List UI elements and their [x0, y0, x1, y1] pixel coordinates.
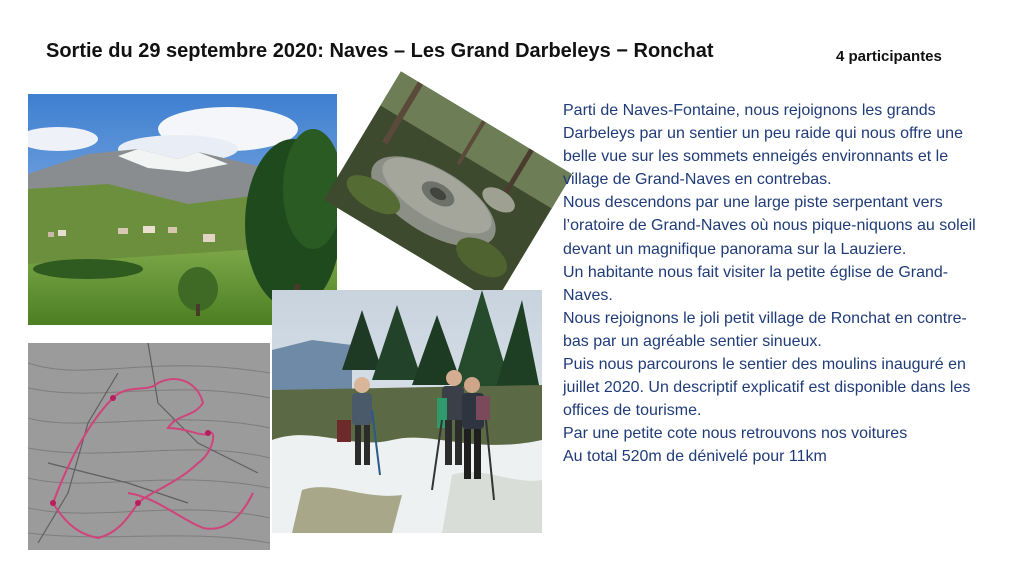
- story-paragraph: Puis nous parcourons le sentier des moulins inauguré en juillet 2020. Un descriptif explicatif est disponible dans les offices de tourisme.: [563, 356, 971, 420]
- story-paragraph: Un habitante nous fait visiter la petite église de Grand-Naves.: [563, 263, 949, 304]
- slide-title: Sortie du 29 septembre 2020: Naves – Les Grand Darbeleys − Ronchat: [46, 40, 714, 62]
- story-paragraph: Par une petite cote nous retrouvons nos voitures: [563, 425, 908, 443]
- story-paragraph: Nous descendons par une large piste serpentant vers l’oratoire de Grand-Naves où nous pique-niquons au soleil devant un magnifique panorama sur la Lauziere.: [563, 194, 976, 258]
- hikers-snow-photo: [272, 290, 542, 533]
- topographic-route-map: [28, 343, 270, 550]
- story-paragraph: Au total 520m de dénivelé pour 11km: [563, 448, 827, 466]
- participants-count: 4 participantes: [836, 48, 942, 65]
- trip-description: [563, 99, 983, 469]
- stone-millstone-forest-photo: [324, 71, 573, 303]
- story-paragraph: Nous rejoignons le joli petit village de Ronchat en contre-bas par un agréable sentier sinueux.: [563, 309, 967, 350]
- story-paragraph: Parti de Naves-Fontaine, nous rejoignons les grands Darbeleys par un sentier un peu raide qui nous offre une belle vue sur les sommets enneigés environnants et le village de Grand-Naves en contrebas.: [563, 102, 963, 189]
